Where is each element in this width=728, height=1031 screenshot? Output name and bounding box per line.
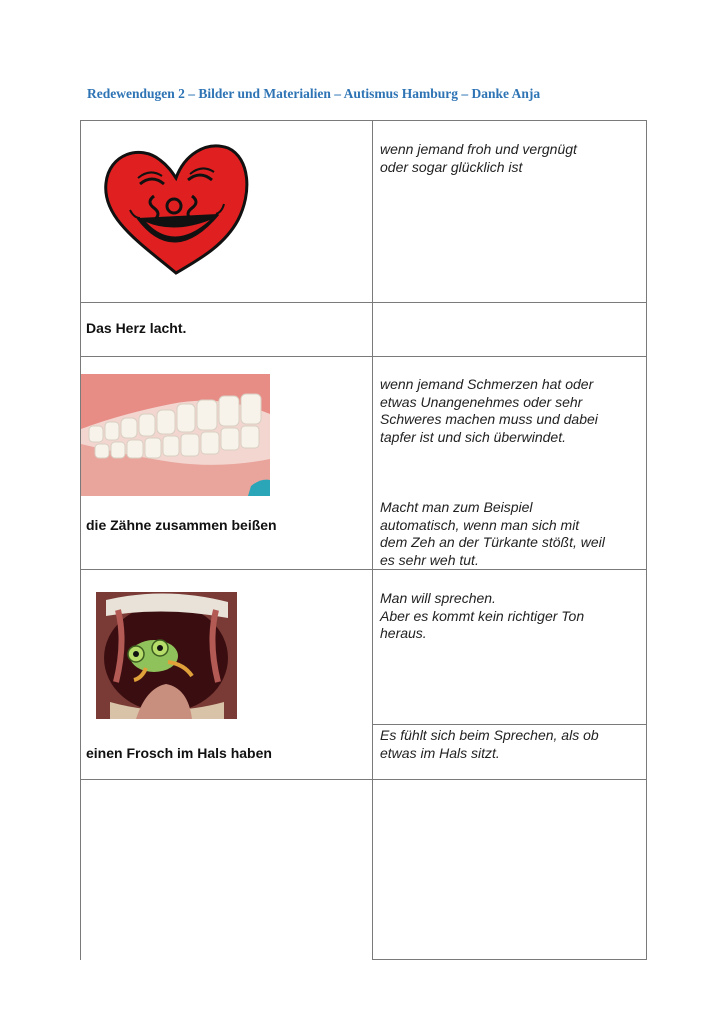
row-divider <box>80 569 647 570</box>
meaning-text: wenn jemand froh und vergnügt oder sogar glücklich ist <box>380 141 577 175</box>
page-title: Redewendugen 2 – Bilder und Materialien – Autismus Hamburg – Danke Anja <box>87 86 541 101</box>
idiom-label: Das Herz lacht. <box>86 320 187 336</box>
row-divider <box>372 724 647 725</box>
table-border-top <box>80 120 647 121</box>
example-text: Macht man zum Beispiel automatisch, wenn man sich mit dem Zeh an der Türkante stößt, weil es sehr weh tut. <box>380 499 605 568</box>
frog-in-mouth-image <box>96 592 237 719</box>
clenched-teeth-image <box>81 374 270 496</box>
meaning-text: Man will sprechen. Aber es kommt kein richtiger Ton heraus. <box>380 590 585 641</box>
table-border-left <box>80 120 81 960</box>
laughing-heart-image <box>100 138 252 280</box>
idiom-table <box>80 120 647 960</box>
table-border-right <box>646 120 647 960</box>
idiom-label: einen Frosch im Hals haben <box>86 745 272 761</box>
row-divider <box>80 302 647 303</box>
idiom-label: die Zähne zusammen beißen <box>86 517 277 533</box>
table-border-bottom <box>372 959 647 960</box>
column-divider <box>372 120 373 960</box>
row-divider <box>80 356 647 357</box>
meaning-text: wenn jemand Schmerzen hat oder etwas Unangenehmes oder sehr Schweres machen muss und dabei tapfer ist und sich überwindet. <box>380 376 598 445</box>
example-text: Es fühlt sich beim Sprechen, als ob etwas im Hals sitzt. <box>380 727 599 761</box>
row-divider <box>80 779 647 780</box>
